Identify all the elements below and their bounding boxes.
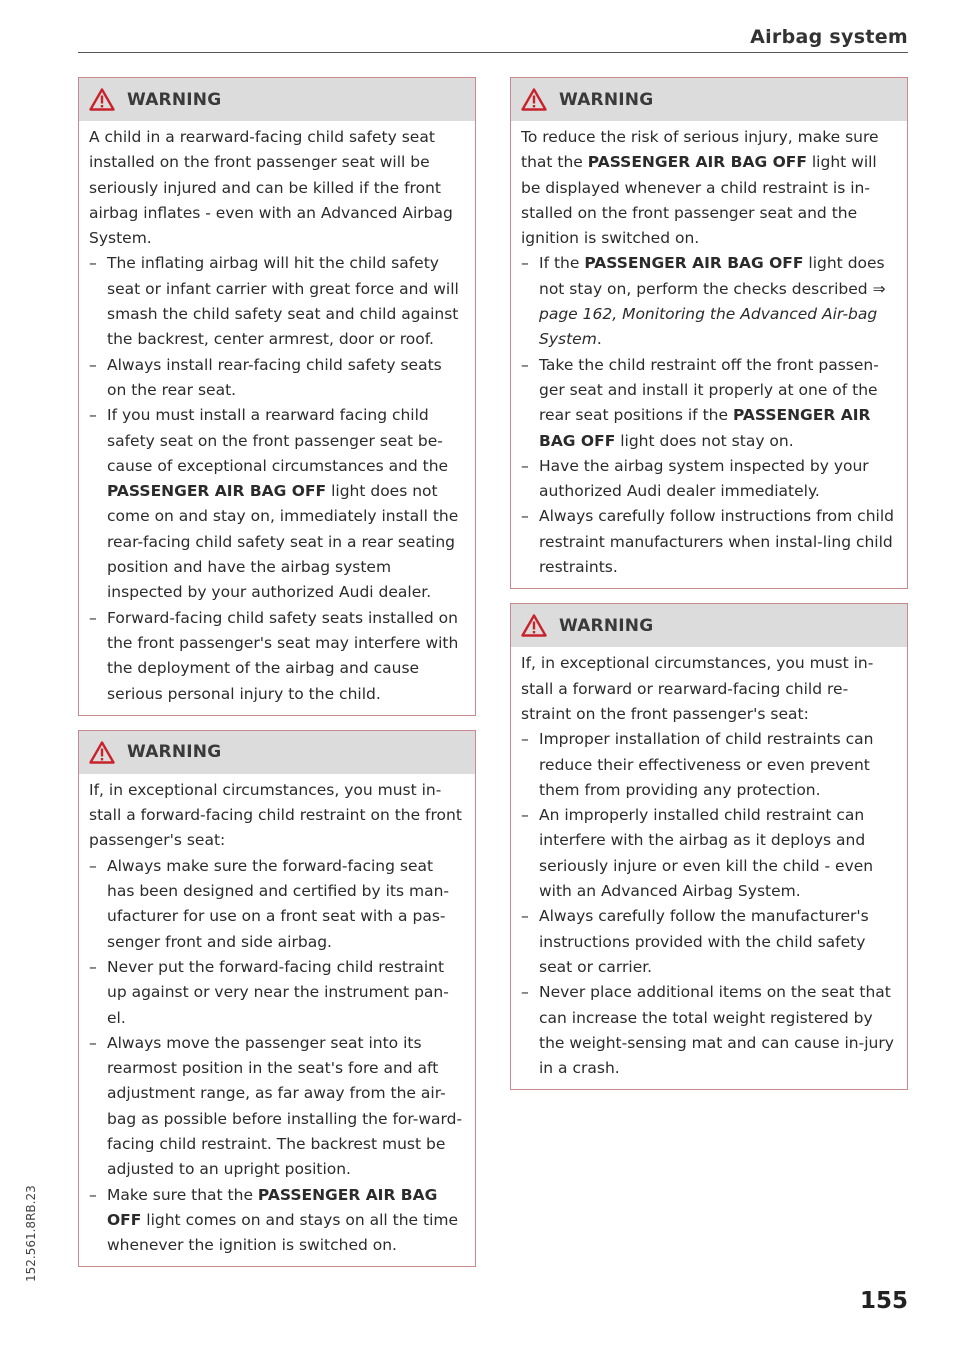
- warning-list: [89, 854, 465, 1259]
- page-number: 155: [859, 1288, 908, 1314]
- list-item: – Have the airbag system inspected by your authorized Audi dealer immediately.: [521, 454, 897, 505]
- light-name: PASSENGER AIR BAG OFF: [587, 153, 807, 172]
- light-name: PASSENGER AIR BAG OFF: [539, 406, 871, 450]
- warning-title: WARNING: [559, 89, 654, 110]
- warning-triangle-icon: [89, 88, 115, 111]
- list-item: – Forward-facing child safety seats installed on the front passenger's seat may interfere with the deployment of the airbag and cause serious personal injury to the child.: [89, 606, 465, 707]
- light-name: PASSENGER AIR BAG OFF: [584, 254, 804, 273]
- document-code: 152.561.8RB.23: [24, 1185, 38, 1282]
- list-item: – An improperly installed child restraint can interfere with the airbag as it deploys and seriously injure or even kill the child - even with an Advanced Airbag System.: [521, 803, 897, 904]
- warning-list: [89, 251, 465, 706]
- list-item: – Always carefully follow instructions from child restraint manufacturers when instal-ling child restraints.: [521, 504, 897, 580]
- left-column: [78, 77, 476, 1281]
- warning-intro: If, in exceptional circumstances, you must in-stall a forward-facing child restraint on the front passenger's seat:: [89, 780, 462, 850]
- warning-header: [511, 604, 907, 647]
- warning-triangle-icon: [521, 88, 547, 111]
- warning-intro: If, in exceptional circumstances, you must in-stall a forward or rearward-facing child re-straint on the front passenger's seat:: [521, 654, 874, 723]
- warning-box-3: [510, 77, 908, 589]
- warning-title: WARNING: [127, 89, 222, 110]
- header-divider: [78, 52, 908, 53]
- warning-body: [511, 647, 907, 1089]
- warning-triangle-icon: [521, 614, 547, 637]
- list-item: – Always move the passenger seat into its rearmost position in the seat's fore and aft adjustment range, as far away from the air-bag as possible before installing the for-ward-facing child restraint. The backrest must be adjusted to an upright position.: [89, 1031, 465, 1183]
- warning-list: [521, 727, 897, 1081]
- list-item: – Take the child restraint off the front passen-ger seat and install it properly at one of the rear seat positions if the PASSENGER AIR BAG OFF light does not stay on.: [521, 353, 897, 454]
- page-header-title: Airbag system: [750, 26, 908, 48]
- list-item: – If you must install a rearward facing child safety seat on the front passenger seat be-cause of exceptional circumstances and the PASSENGER AIR BAG OFF light does not come on and stay on, immediately install the rear-facing child safety seat in a rear seating position and have the airbag system inspected by your authorized Audi dealer.: [89, 403, 465, 605]
- list-item: – Improper installation of child restraints can reduce their effectiveness or even prevent them from providing any protection.: [521, 727, 897, 803]
- warning-box-1: [78, 77, 476, 716]
- warning-title: WARNING: [559, 615, 654, 636]
- warning-list: [521, 251, 897, 580]
- list-item: – The inflating airbag will hit the child safety seat or infant carrier with great force and will smash the child safety seat and child against the backrest, center armrest, door or roof.: [89, 251, 465, 352]
- warning-body: [511, 121, 907, 588]
- list-item: – Always make sure the forward-facing seat has been designed and certified by its man-ufacturer for use on a front seat with a pas-senger front and side airbag.: [89, 854, 465, 955]
- warning-intro: A child in a rearward-facing child safety seat installed on the front passenger seat will be seriously injured and can be killed if the front airbag inflates - even with an Advanced Airbag System.: [89, 128, 453, 248]
- page-reference-link[interactable]: ⇒ page 162, Monitoring the Advanced Air-bag System: [539, 279, 886, 349]
- list-item: – Make sure that the PASSENGER AIR BAG OFF light comes on and stays on all the time whenever the ignition is switched on.: [89, 1183, 465, 1259]
- warning-header: [79, 731, 475, 774]
- warning-box-4: [510, 603, 908, 1090]
- list-item: – Never place additional items on the seat that can increase the total weight registered by the weight-sensing mat and can cause in-jury in a crash.: [521, 980, 897, 1081]
- warning-intro: To reduce the risk of serious injury, make sure that the PASSENGER AIR BAG OFF light will be displayed whenever a child restraint is in-stalled on the front passenger seat and the ignition is switched on.: [521, 128, 879, 248]
- warning-title: WARNING: [127, 742, 222, 763]
- light-name: PASSENGER AIR BAG OFF: [107, 482, 327, 501]
- list-item: – Always carefully follow the manufacturer's instructions provided with the child safety seat or carrier.: [521, 904, 897, 980]
- warning-triangle-icon: [89, 741, 115, 764]
- warning-body: [79, 121, 475, 715]
- right-column: [510, 77, 908, 1104]
- warning-box-2: [78, 730, 476, 1268]
- warning-body: [79, 774, 475, 1267]
- list-item: – Always install rear-facing child safety seats on the rear seat.: [89, 353, 465, 404]
- list-item: – Never put the forward-facing child restraint up against or very near the instrument pan-el.: [89, 955, 465, 1031]
- light-name: PASSENGER AIR BAG OFF: [107, 1185, 438, 1229]
- warning-header: [79, 78, 475, 121]
- warning-header: [511, 78, 907, 121]
- list-item: – If the PASSENGER AIR BAG OFF light does not stay on, perform the checks described ⇒ page 162, Monitoring the Advanced Air-bag System.: [521, 251, 897, 352]
